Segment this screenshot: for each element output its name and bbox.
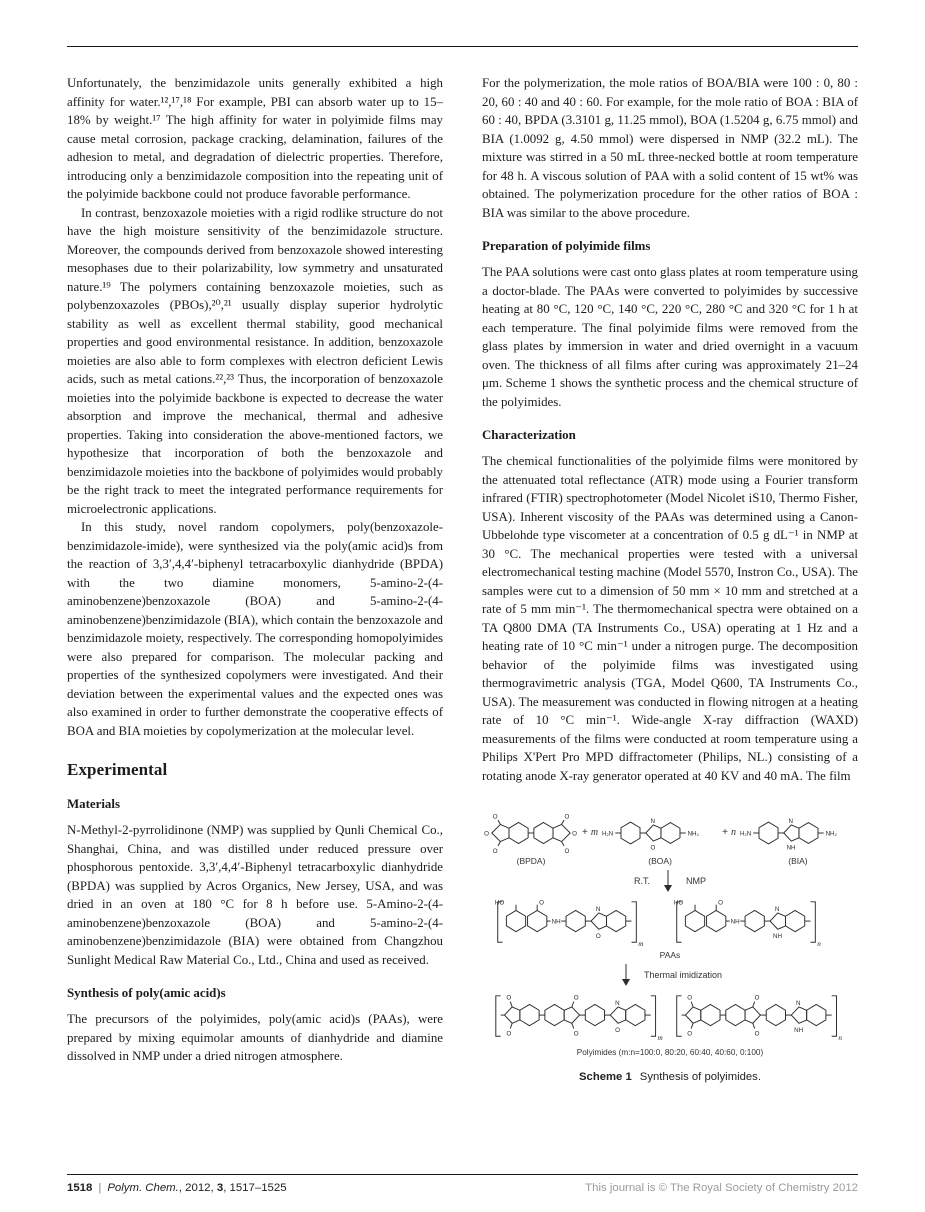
- svg-text:O: O: [564, 813, 570, 821]
- bpda-structure: [483, 811, 579, 855]
- polyimide-structure: [491, 990, 849, 1044]
- svg-text:O: O: [492, 848, 498, 855]
- paragraph-films: The PAA solutions were cast onto glass plates at room temperature using a doctor-blade. The PAAs were converted to polyimides by successive heating at 80 °C, 120 °C, 140 °C, 220 °C, 280 °C and 320 °C for 1 h at each temperature. The final polyimide films were removed from the glass plates by immersion in water and dried overnight in a vacuum oven. The thickness of all films after curing was approximately 21–24 μm. Scheme 1 shows the synthetic process and the chemical structure of the polyimides.: [482, 265, 858, 409]
- bia-monomer: [739, 811, 857, 866]
- paragraph-characterization: The chemical functionalities of the polyimide films were monitored by the attenuated total reflectance (ATR) mode using a Fourier transform infrared (FTIR) spectrophotometer (Model Nicolet iS10, Thermo Fisher, USA). Inherent viscosity of the PAAs was determined using a Canon-Ubbelohde type viscometer at a concentration of 0.5 g dL⁻¹ in NMP at 30 °C. The mechanical properties were tested with a universal electromechanical testing machine (Model 5570, Instron Co., USA). The samples were cut to a dimension of 50 mm × 10 mm and stretched at a rate of 5 mm min⁻¹. The thermomechanical spectra were obtained on a TA Q800 DMA (TA Instruments Co., USA) operating at 1 Hz and a heating rate of 10 °C min⁻¹ under a nitrogen purge. The decomposition behavior of the polyimide films was investigated using thermogravimetric analysis (TGA, Model Q600, TA Instruments Co., USA). The measurement was conducted in flowing nitrogen at a heating rate of 10 °C min⁻¹. Wide-angle X-ray diffraction (WAXD) measurements of the films were conducted at room temperature using a Philips X'Pert Pro MPD diffractometer (Philips, NL.) consisting of a rotating anode X-ray generator operated at 40 KV and 40 mA. The film: [482, 454, 858, 783]
- svg-text:O: O: [506, 994, 512, 1002]
- plus-sign: +: [582, 827, 588, 838]
- svg-text:N: N: [796, 999, 801, 1007]
- condition-nmp: NMP: [686, 876, 706, 886]
- paragraph-water-affinity: Unfortunately, the benzimidazole units generally exhibited a high affinity for water.¹²,¹⁷,¹⁸ For example, PBI can absorb water up to 15–18% by weight.¹⁷ The high affinity for water in polyimide films may cause metal corrosion, package cracking, delamination, failures of the adhesion to metal, and degradation of dielectric properties. Therefore, introducing only a benzimidazole composition into the repeating unit of the polyimide backbone could not produce favorable performance.: [67, 76, 443, 201]
- footer-separator: |: [98, 1182, 102, 1194]
- plus-sign: +: [722, 827, 728, 838]
- paas-label: PAAs: [659, 950, 681, 960]
- svg-text:m: m: [657, 1034, 663, 1043]
- svg-text:n: n: [817, 940, 821, 949]
- svg-text:HO: HO: [673, 899, 684, 907]
- svg-text:H₂N: H₂N: [602, 830, 614, 838]
- svg-text:NH: NH: [551, 918, 561, 926]
- page-footer: [67, 1174, 858, 1194]
- subsection-heading-synthesis: Synthesis of poly(amic acid)s: [67, 986, 226, 1000]
- subsection-heading-characterization: Characterization: [482, 428, 576, 442]
- boa-monomer: [601, 811, 719, 866]
- svg-text:O: O: [754, 1030, 760, 1038]
- condition-rt: R.T.: [633, 876, 650, 886]
- coefficient-m: m: [590, 827, 599, 838]
- coefficient-n: n: [730, 827, 736, 838]
- footer-pages: , 1517–1525: [223, 1182, 287, 1194]
- bia-structure: [739, 811, 857, 855]
- condition-thermal-imidization: Thermal imidization: [643, 970, 723, 980]
- paa-structure: [491, 896, 849, 950]
- bpda-label: (BPDA): [516, 856, 546, 866]
- svg-text:NH: NH: [772, 932, 783, 940]
- boa-structure: [601, 811, 719, 855]
- paragraph-this-study: In this study, novel random copolymers, poly(benzoxazole-benzimidazole-imide), were synthesized via the poly(amic acid)s from the reaction of 3,3′,4,4′-biphenyl tetracarboxylic dianhydride (BPDA) with the two diamine monomers, 5-amino-2-(4-aminobenzene)benzoxazole (BOA) and 5-amino-2-(4-aminobenzene)benzimidazole (BIA), which contain the benzoxazole and benzimidazole moiety, respectively. The corresponding homopolyimides were also prepared for comparison. The molecular packing and properties of the synthesized copolymers were investigated. And their deviation between the experimental values and the expected ones was also examined in order to further demonstrate the cooperative effects of BOA and BIA moieties by copolymerization at the molecular level.: [67, 520, 443, 738]
- svg-text:NH: NH: [786, 844, 796, 852]
- footer-page-number: 1518: [67, 1182, 93, 1194]
- svg-text:N: N: [595, 905, 601, 913]
- scheme-caption: [482, 1071, 858, 1083]
- subsection-heading-films: Preparation of polyimide films: [482, 239, 651, 253]
- top-rule: [67, 46, 858, 47]
- svg-text:O: O: [615, 1026, 621, 1034]
- svg-text:O: O: [687, 1030, 693, 1038]
- svg-text:O: O: [687, 994, 693, 1002]
- boa-label: (BOA): [648, 856, 672, 866]
- svg-text:O: O: [595, 932, 601, 940]
- bia-label: (BIA): [788, 856, 808, 866]
- svg-text:O: O: [492, 813, 498, 821]
- footer-citation: [67, 1182, 287, 1194]
- footer-rule: [67, 1174, 858, 1175]
- svg-text:NH: NH: [794, 1026, 804, 1034]
- svg-text:O: O: [573, 994, 579, 1002]
- svg-text:O: O: [539, 899, 544, 907]
- section-heading-experimental: Experimental: [67, 760, 168, 779]
- down-arrow-icon: [660, 869, 676, 893]
- scheme-monomers-row: [482, 811, 858, 866]
- svg-text:H₂N: H₂N: [739, 830, 752, 838]
- svg-text:m: m: [638, 940, 644, 949]
- svg-text:O: O: [650, 844, 656, 852]
- svg-text:NH₂: NH₂: [687, 830, 700, 838]
- right-column: [482, 74, 858, 1083]
- svg-text:N: N: [615, 999, 620, 1007]
- paragraph-polymerization: For the polymerization, the mole ratios of BOA/BIA were 100 : 0, 80 : 20, 60 : 40 and 40 : 60. For example, for the mole ratio of BOA : BIA of 60 : 40, BPDA (3.3101 g, 11.25 mmol), BOA (1.5204 g, 6.75 mmol) and BIA (1.0092 g, 4.50 mmol) were dispersed in NMP (32.2 mL). The mixture was stirred in a 50 mL three-necked bottle at room temperature for 48 h. A viscous solution of PAA with a solid content of 15 wt% was obtained. The polymerization procedure for the other ratios of BOA : BIA was similar to the above procedure.: [482, 76, 858, 220]
- footer-copyright: This journal is © The Royal Society of Chemistry 2012: [585, 1182, 858, 1194]
- reaction-step-1: [482, 869, 858, 893]
- svg-text:O: O: [564, 848, 570, 855]
- two-column-body: [67, 74, 858, 1083]
- svg-text:NH₂: NH₂: [825, 830, 837, 838]
- svg-text:O: O: [754, 994, 760, 1002]
- reaction-step-2: [482, 963, 858, 987]
- paa-chain-row: [482, 896, 858, 950]
- svg-text:O: O: [573, 1030, 579, 1038]
- footer-year: , 2012,: [178, 1182, 217, 1194]
- footer-volume: 3: [216, 1182, 224, 1194]
- scheme-caption-text: Synthesis of polyimides.: [639, 1071, 761, 1083]
- paragraph-materials: N-Methyl-2-pyrrolidinone (NMP) was supplied by Qunli Chemical Co., Shanghai, China, and was distilled under reduced pressure over phosphorous pentoxide. 3,3′,4,4′-Biphenyl tetracarboxylic dianhydride (BPDA) was supplied by Acros Organics, New Jersey, USA, and was dried in an oven at 180 °C for 8 h before use. 5-Amino-2-(4-aminobenzene)benzoxazole (BOA) and 5-amino-2-(4-aminobenzene)benzimidazole (BIA) were obtained from Changzhou Sunlight Medical Raw Material Co., Ltd., China and used as received.: [67, 823, 443, 967]
- paragraph-synthesis: The precursors of the polyimides, poly(amic acid)s (PAAs), were prepared by mixing equimolar amounts of dianhydride and diamine dissolved in NMP under a dried nitrogen atmosphere.: [67, 1012, 443, 1063]
- svg-text:N: N: [650, 818, 656, 826]
- svg-text:O: O: [506, 1030, 512, 1038]
- bpda-monomer: [483, 811, 579, 866]
- footer-journal-name: Polym. Chem.: [107, 1182, 179, 1194]
- polyimides-ratio-line: Polyimides (m:n=100:0, 80:20, 60:40, 40:60, 0:100): [576, 1048, 764, 1057]
- left-column: [67, 74, 443, 1083]
- svg-text:O: O: [572, 830, 577, 838]
- svg-text:HO: HO: [494, 899, 505, 907]
- svg-text:N: N: [774, 905, 780, 913]
- subsection-heading-materials: Materials: [67, 797, 120, 811]
- scheme-1-figure: [482, 811, 858, 1083]
- svg-text:N: N: [788, 818, 793, 826]
- svg-text:n: n: [838, 1034, 843, 1043]
- svg-text:O: O: [718, 899, 723, 907]
- polyimide-chain-row: [482, 990, 858, 1044]
- paragraph-benzoxazole-contrast: In contrast, benzoxazole moieties with a rigid rodlike structure do not have the high moisture sensitivity of the benzimidazole structure. Moreover, the compounds derived from benzoxazole showed interesting mesophases due to their polarizability, low symmetry and unsaturated nature.¹⁹ The polymers containing benzoxazole moieties, such as polybenzoxazoles (PBOs),²⁰,²¹ usually display superior hydrolytic stability as well as excellent thermal stability, good mechanical properties and good environmental resistance. In addition, benzoxazole moieties are also able to form complexes with electron deficient Lewis acids, such as metal cations.²²,²³ Thus, the incorporation of benzoxazole moieties into the polyimide backbone is expected to decrease the water absorption and improve the mechanical, thermal and adhesive properties. Taking into consideration the above-mentioned factors, we hypothesize that incorporation of both the benzoxazole and benzimidazole moieties into the backbone of polyimides would probably be the right track to meet the integrated performance requirements for microelectronic applications.: [67, 205, 443, 516]
- scheme-caption-label: Scheme 1: [579, 1071, 632, 1083]
- svg-text:NH: NH: [730, 918, 740, 926]
- svg-text:O: O: [484, 830, 489, 838]
- down-arrow-icon: [618, 963, 634, 987]
